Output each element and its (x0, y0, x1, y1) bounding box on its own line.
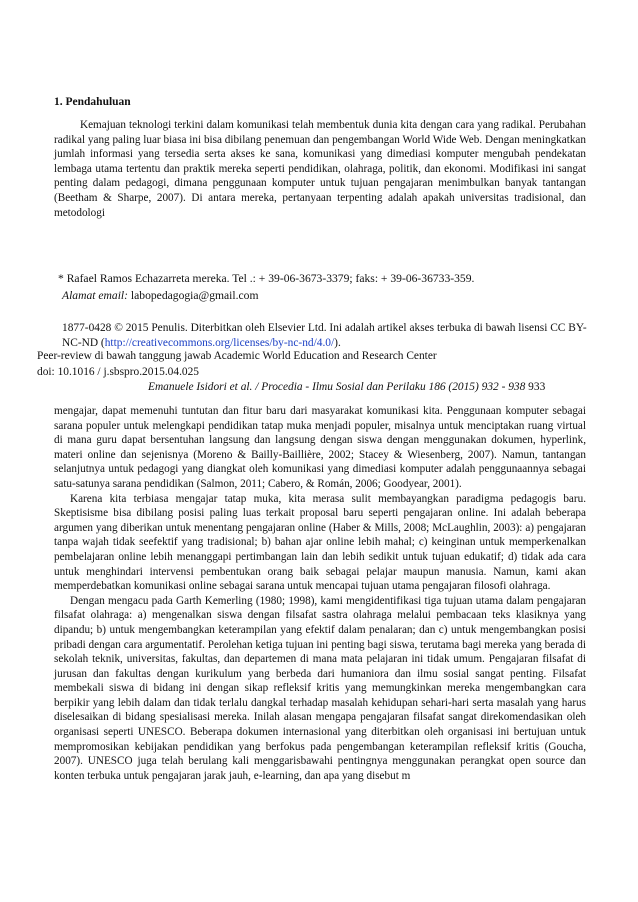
copyright-notice (62, 321, 592, 350)
email-address[interactable]: labopedagogia@gmail.com (130, 289, 259, 302)
intro-paragraph: Kemajuan teknologi terkini dalam komunikasi telah membentuk dunia kita dengan cara yang radikal. Perubahan radikal yang paling luar biasa ini bisa dibilang penemuan dan pengembangan World Wide Web. Dengan meningkatkan jumlah informasi yang tersedia serta akses ke sana, komunikasi yang dimediasi komputer mengubah pendekatan lembaga utama tertentu dan praktik mereka seperti pendidikan, olahraga, politik, dan ekonomi. Modifikasi ini sangat penting dalam pedagogi, dimana penggunaan komputer untuk tujuan pengajaran menimbulkan banyak tantangan (Beetham & Sharpe, 2007). Di antara mereka, pertanyaan terpenting adalah apakah universitas tradisional, dan metodologi (54, 119, 586, 219)
body-paragraph: Dengan mengacu pada Garth Kemerling (1980; 1998), kami mengidentifikasi tiga tujuan utama dalam pengajaran filsafat olahraga: a) mengenalkan siswa dengan filsafat sastra olahraga melalui pembacaan teks klasiknya yang dipandu; b) untuk mengembangkan keterampilan yang efektif dalam penalaran; dan c) untuk mengembangkan posisi pribadi dengan cara argumentatif. Perolehan ketiga tujuan ini penting bagi siswa, terutama bagi mereka yang berada di sekolah teknik, universitas, fakultas, dan departemen di mana mata pelajaran ini tidak umum. Pengajaran filsafat di jurusan dan fakultas dengan kurikulum yang berbeda dari humaniora dan ilmu sosial sangat penting. Filsafat membekali siswa di bidang ini dengan sikap refleksif kritis yang memungkinkan mereka mengembangkan cara berpikir yang lebih dalam dan tidak terlalu dangkal terhadap masalah kehidupan sehari-hari serta masalah yang harus diselesaikan di bidang spesialisasi mereka. Inilah alasan mengapa pengajaran filsafat sangat direkomendasikan oleh organisasi seperti UNESCO. Beberapa dokumen internasional yang diterbitkan oleh organisasi ini bertujuan untuk mempromosikan kebijakan pendidikan yang berfokus pada pengembangan keterampilan refleksif kritis (Goucha, 2007). UNESCO juga telah berulang kali menggarisbawahi pentingnya menggunakan perangkat open source dan konten terbuka untuk pengajaran jarak jauh, e-learning, dan apa yang disebut m (54, 594, 586, 782)
doi-line: doi: 10.1016 / j.sbspro.2015.04.025 (37, 366, 200, 378)
peer-review-note: Peer-review di bawah tanggung jawab Academic World Education and Research Center (37, 350, 437, 362)
running-citation: Emanuele Isidori et al. / Procedia - Ilmu Sosial dan Perilaku 186 (2015) 932 - 938 (148, 381, 526, 393)
footnote-email-line (62, 289, 258, 302)
body-paragraph: Karena kita terbiasa mengajar tatap muka, kita merasa sulit membayangkan paradigma pedagogis baru. Skeptisisme bisa dibilang posisi paling luas terkait proposal baru seperti pengajaran online. Ini adalah beberapa argumen yang diberikan untuk menentang pengajaran online (Haber & Mills, 2008; McLaughlin, 2003): a) pengajaran tanpa wajah tidak seefektif yang tradisional; b) bahan ajar online lebih mahal; c) keinginan untuk memperkenalkan pembelajaran online lebih menanggapi pertimbangan lain dan lebih sedikit untuk tujuan edukatif; d) tidak ada cara untuk menghindari intervensi pembentukan orang baik sebagai pelajar maupun manusia. Namun, kami akan memperdebatkan komunikasi online sebagai sarana untuk mencapai tujuan utama pengajaran filosofi olahraga. (54, 492, 586, 593)
footnote-author: * Rafael Ramos Echazarreta mereka. Tel .: + 39-06-3673-3379; faks: + 39-06-36733-359. (58, 272, 475, 285)
copyright-text: 1877-0428 © 2015 Penulis. Diterbitkan oleh Elsevier Ltd. Ini adalah artikel akses terbuka di bawah lisensi CC BY-NC-ND ( (62, 322, 587, 349)
running-header (148, 381, 545, 393)
email-label: Alamat email: (62, 289, 129, 302)
license-link[interactable]: http://creativecommons.org/licenses/by-nc-nd/4.0/ (104, 336, 335, 349)
body-paragraph: mengajar, dapat memenuhi tuntutan dan fitur baru dari masyarakat komunikasi kita. Penggunaan komputer sebagai sarana populer untuk melengkapi pendidikan tatap muka menjadi populer, misalnya untuk menciptakan ruang virtual di mana guru dapat bersentuhan langsung dan langsung dengan siswa dengan menggunakan dokumen, hyperlink, materi online dan sejenisnya (Moreno & Bailly-Baillière, 2002; Stacey & Wiesenberg, 2007). Namun, tantangan selanjutnya untuk pedagogi yang diangkat oleh komunikasi yang dimediasi komputer adalah penggunaannya sebagai satu-satunya sarana pendidikan (Salmon, 2011; Cabero, & Román, 2006; Goodyear, 2001). (54, 405, 586, 490)
page-number: 933 (528, 381, 546, 393)
copyright-text-end: ). (334, 336, 341, 349)
section-heading: 1. Pendahuluan (54, 96, 131, 108)
body-text (54, 404, 586, 783)
